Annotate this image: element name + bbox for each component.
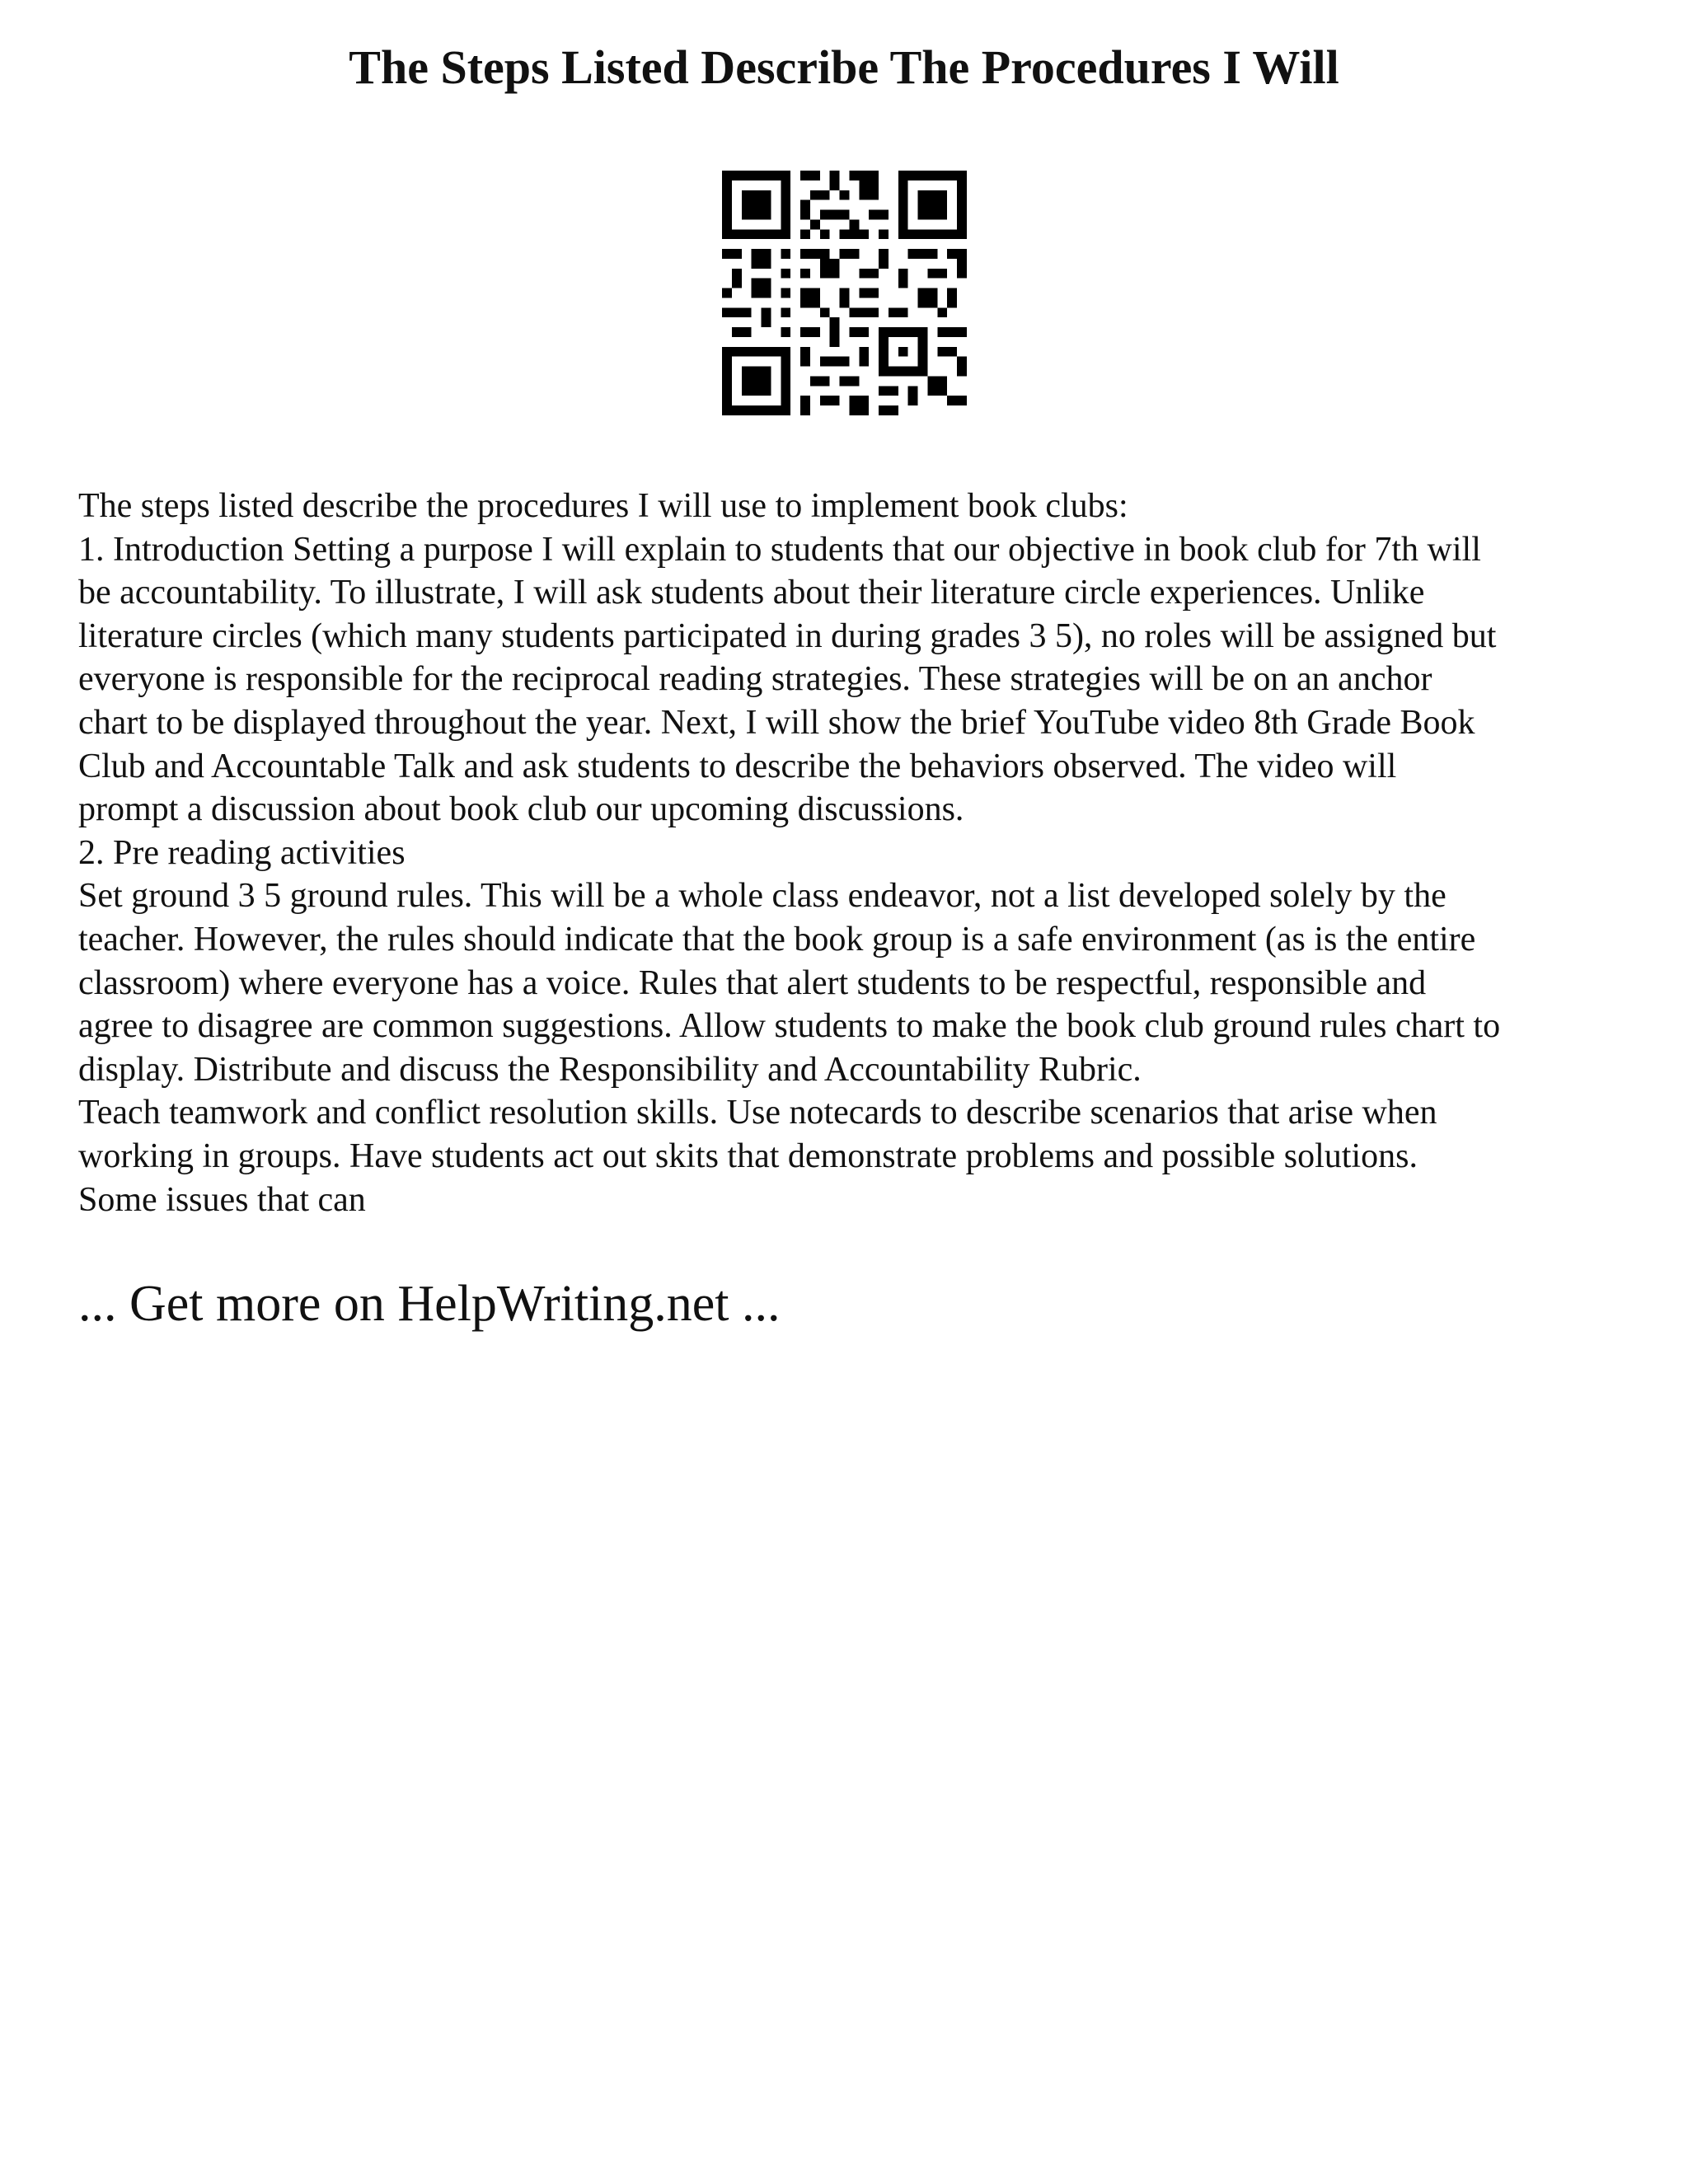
get-more-link[interactable]: ... Get more on HelpWriting.net ... (78, 1276, 781, 1332)
body-line: be accountability. To illustrate, I will ask students about their literature circle experiences. Unlike (78, 574, 1425, 612)
body-line: Club and Accountable Talk and ask students to describe the behaviors observed. The video will (78, 747, 1397, 785)
body-line: Some issues that can (78, 1180, 366, 1219)
body-line: display. Distribute and discuss the Responsibility and Accountability Rubric. (78, 1050, 1142, 1089)
body-line: 2. Pre reading activities (78, 833, 406, 872)
body-line: literature circles (which many students participated in during grades 3 5), no roles will be assigned but (78, 616, 1497, 655)
page-title: The Steps Listed Describe The Procedures I Will (349, 40, 1339, 94)
body-line: The steps listed describe the procedures I will use to implement book clubs: (78, 487, 1128, 525)
body-line: Teach teamwork and conflict resolution skills. Use notecards to describe scenarios that arise when (78, 1094, 1437, 1132)
body-line: classroom) where everyone has a voice. Rules that alert students to be respectful, responsible and (78, 963, 1427, 1002)
body-line: prompt a discussion about book club our upcoming discussions. (78, 790, 964, 829)
body-line: working in groups. Have students act out skits that demonstrate problems and possible solutions. (78, 1137, 1418, 1175)
body-line: chart to be displayed throughout the year. Next, I will show the brief YouTube video 8th Grade Book (78, 703, 1475, 742)
qr-code-icon (722, 171, 967, 415)
body-line: everyone is responsible for the reciprocal reading strategies. These strategies will be on an anchor (78, 660, 1432, 699)
document-body (78, 485, 1628, 1221)
body-line: teacher. However, the rules should indicate that the book group is a safe environment (as is the entire (78, 920, 1476, 958)
body-line: 1. Introduction Setting a purpose I will explain to students that our objective in book club for 7th will (78, 530, 1481, 569)
body-line: agree to disagree are common suggestions. Allow students to make the book club ground rules chart to (78, 1007, 1501, 1046)
body-line: Set ground 3 5 ground rules. This will be a whole class endeavor, not a list developed solely by the (78, 877, 1447, 916)
